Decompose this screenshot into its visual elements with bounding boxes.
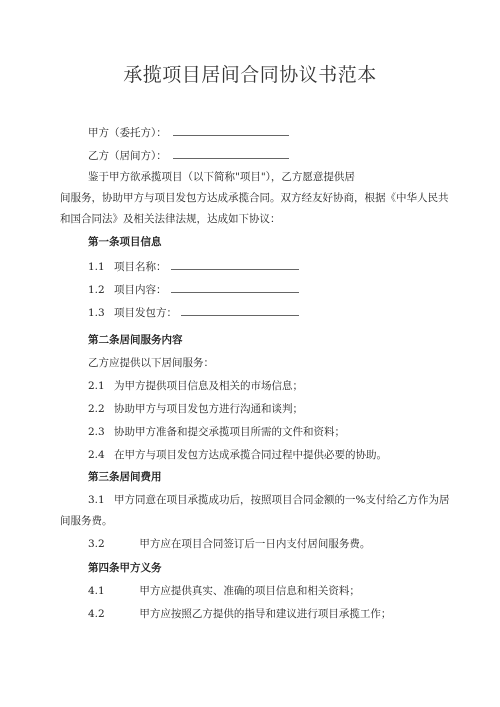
article-2-intro: 乙方应提供以下居间服务： — [88, 357, 214, 369]
item-number: 1.1 — [88, 261, 105, 273]
article-2-item — [88, 448, 387, 462]
item-number: 4.2 — [88, 608, 105, 620]
article-1-heading: 第一条项目信息 — [88, 236, 162, 248]
party-b-line — [88, 147, 289, 163]
preamble-line-3: 和国合同法》及相关法律法规，达成如下协议： — [60, 213, 281, 225]
item-text: 协助甲方与项目发包方进行沟通和谈判； — [114, 403, 304, 415]
article-4-heading: 第四条甲方义务 — [88, 562, 162, 574]
item-text: 甲方应按照乙方提供的指导和建议进行项目承揽工作； — [139, 608, 392, 620]
item-label: 项目发包方： — [114, 307, 178, 319]
item-text: 甲方应在项目合同签订后一日内支付居间服务费。 — [139, 538, 371, 550]
item-number: 4.1 — [88, 585, 105, 597]
article-3-heading: 第三条居间费用 — [88, 471, 162, 483]
item-text: 甲方同意在项目承揽成功后，按照项目合同金额的一%支付给乙方作为居 — [114, 494, 450, 506]
preamble-line-1: 鉴于甲方欲承揽项目（以下简称"项目"），乙方愿意提供居 — [88, 171, 355, 183]
item-number: 2.4 — [88, 449, 105, 461]
article-1-item — [88, 304, 299, 320]
party-b-label: 乙方（居间方）： — [88, 150, 167, 162]
party-a-blank — [173, 124, 289, 136]
project-name-blank — [171, 258, 299, 270]
item-number: 2.2 — [88, 403, 105, 415]
item-number: 1.3 — [88, 307, 105, 319]
item-text: 为甲方提供项目信息及相关的市场信息； — [114, 380, 304, 392]
item-text: 甲方应提供真实、准确的项目信息和相关资料； — [139, 585, 360, 597]
item-number: 3.1 — [88, 494, 105, 506]
project-issuer-blank — [181, 304, 299, 316]
item-number: 2.3 — [88, 426, 105, 438]
article-3-clause-1-line-1 — [88, 493, 450, 507]
item-label: 项目内容： — [114, 284, 167, 296]
article-4-item — [88, 607, 391, 621]
item-number: 1.2 — [88, 284, 105, 296]
article-1-item — [88, 281, 299, 297]
article-2-item — [88, 379, 303, 393]
article-1-item — [88, 258, 299, 274]
article-2-item — [88, 425, 345, 439]
article-4-item — [88, 584, 360, 598]
party-a-line — [88, 124, 289, 140]
party-b-blank — [173, 147, 289, 159]
article-3-clause-1-line-2: 间服务费。 — [60, 515, 113, 527]
item-number: 3.2 — [88, 538, 105, 550]
page-title: 承揽项目居间合同协议书范本 — [123, 64, 377, 86]
item-number: 2.1 — [88, 380, 105, 392]
item-label: 项目名称： — [114, 261, 167, 273]
article-3-clause-2 — [88, 537, 370, 551]
item-text: 协助甲方准备和提交承揽项目所需的文件和资料； — [114, 426, 346, 438]
item-text: 在甲方与项目发包方达成承揽合同过程中提供必要的协助。 — [114, 449, 388, 461]
preamble-line-2: 间服务，协助甲方与项目发包方达成承揽合同。双方经友好协商，根据《中华人民共 — [60, 192, 449, 204]
article-2-item — [88, 402, 303, 416]
project-content-blank — [171, 281, 299, 293]
party-a-label: 甲方（委托方）： — [88, 127, 167, 139]
article-2-heading: 第二条居间服务内容 — [88, 334, 183, 346]
